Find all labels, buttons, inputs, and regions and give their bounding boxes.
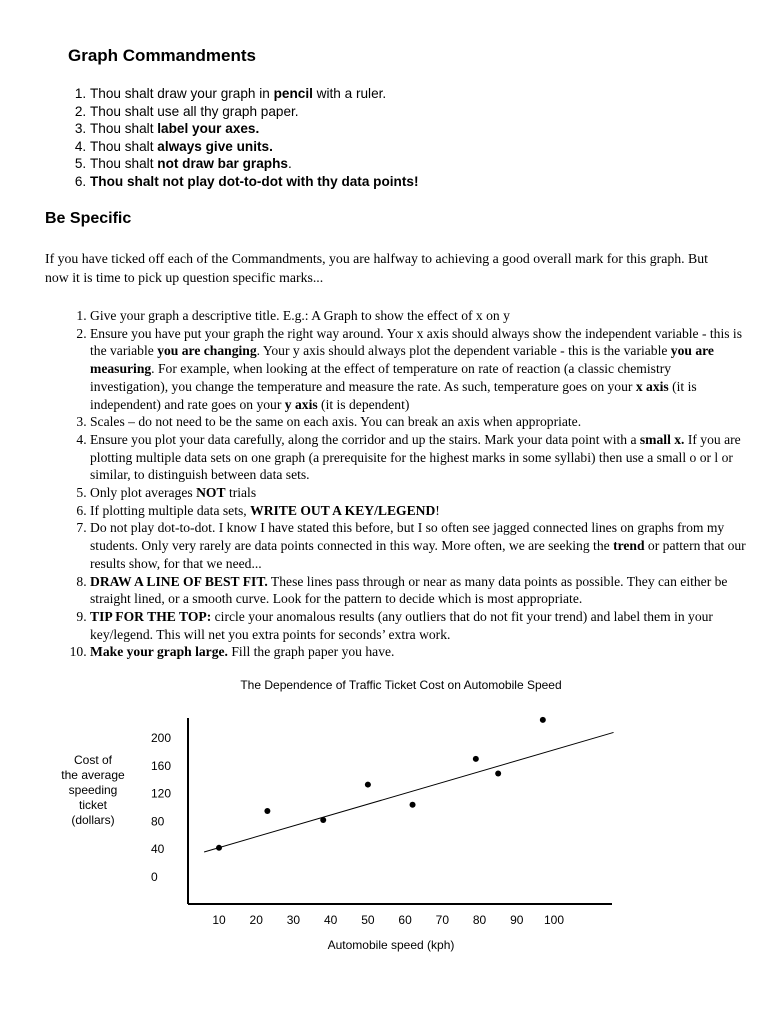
specific-step-item bbox=[90, 325, 752, 414]
x-axis-label: Automobile speed (kph) bbox=[327, 938, 455, 952]
specific-step-item bbox=[90, 307, 752, 325]
specific-step-item bbox=[90, 519, 752, 572]
step-text: Only plot averages bbox=[90, 485, 197, 501]
y-tick-label: 40 bbox=[151, 842, 165, 857]
specific-step-item bbox=[90, 413, 752, 431]
y-tick-label: 160 bbox=[151, 758, 172, 773]
x-tick-label: 60 bbox=[398, 913, 412, 927]
commandments-title: Graph Commandments bbox=[68, 46, 256, 65]
commandment-item bbox=[90, 103, 740, 121]
data-point bbox=[410, 802, 416, 808]
commandment-bold-text: always give units. bbox=[157, 138, 273, 154]
commandment-item bbox=[90, 173, 740, 191]
commandment-item bbox=[90, 138, 740, 156]
step-bold-text: DRAW A LINE OF BEST FIT. bbox=[90, 573, 268, 589]
y-axis-label-line: Cost of bbox=[73, 753, 113, 767]
step-bold-text: WRITE OUT A KEY/LEGEND bbox=[250, 502, 436, 518]
x-tick-label: 70 bbox=[435, 913, 450, 927]
y-axis-label-line: speeding bbox=[68, 783, 118, 797]
commandment-text: Thou shalt use all thy graph paper. bbox=[90, 103, 299, 119]
step-bold-text: you are measuring bbox=[90, 343, 714, 377]
step-text: trials bbox=[225, 485, 257, 501]
commandment-bold-text: label your axes. bbox=[157, 121, 260, 137]
y-axis-label-line: (dollars) bbox=[71, 813, 115, 827]
step-bold-text: Make your graph large. bbox=[90, 644, 228, 660]
step-bold-text: you are changing bbox=[157, 343, 257, 359]
commandment-bold-text: Thou shalt not play dot-to-dot with thy data points! bbox=[90, 173, 419, 189]
step-text: If you are plotting multiple data sets on one graph (a prerequisite for the highest marks in some syllabi) then use a small o or l or similar, to distinguish between data sets. bbox=[90, 431, 741, 483]
x-tick-label: 30 bbox=[286, 913, 301, 927]
data-point bbox=[320, 817, 326, 823]
x-tick-label: 100 bbox=[543, 913, 565, 927]
step-text: These lines pass through or near as many data points as possible. They can either be straight lined, or a smooth curve. Look for the pattern to decide which is most appropriate. bbox=[90, 573, 728, 607]
chart-title: The Dependence of Traffic Ticket Cost on Automobile Speed bbox=[240, 678, 562, 692]
data-point bbox=[495, 770, 501, 776]
step-text: If plotting multiple data sets, bbox=[90, 502, 251, 518]
step-text: . Your y axis should always plot the dependent variable - this is the variable bbox=[256, 343, 671, 359]
data-point bbox=[365, 782, 371, 788]
commandment-text: with a ruler. bbox=[312, 86, 387, 101]
commandment-text: Thou shalt draw your graph in bbox=[90, 86, 274, 101]
y-tick-label: 120 bbox=[151, 786, 172, 801]
step-bold-text: small x. bbox=[639, 431, 685, 447]
x-tick-label: 90 bbox=[510, 913, 524, 927]
step-text: Fill the graph paper you have. bbox=[227, 644, 395, 660]
x-tick-label: 10 bbox=[212, 913, 226, 927]
specific-step-item bbox=[90, 431, 752, 484]
commandment-text: Thou shalt bbox=[90, 156, 158, 172]
step-text: Ensure you have put your graph the right way around. Your x axis should always show the independent variable - this is the variable bbox=[90, 325, 743, 359]
step-text: ! bbox=[435, 502, 440, 518]
step-bold-text: trend bbox=[613, 538, 645, 554]
step-bold-text: NOT bbox=[196, 485, 226, 501]
step-bold-text: y axis bbox=[284, 396, 318, 412]
y-tick-label: 200 bbox=[151, 731, 172, 745]
specific-step-item bbox=[90, 502, 752, 520]
y-tick-label: 0 bbox=[151, 870, 158, 884]
y-tick-label: 80 bbox=[151, 814, 165, 829]
be-specific-heading: Be Specific bbox=[45, 210, 132, 227]
data-point bbox=[264, 808, 270, 814]
data-point bbox=[473, 756, 479, 762]
specific-step-item bbox=[90, 573, 752, 608]
commandment-bold-text: not draw bar graphs bbox=[157, 156, 288, 172]
y-axis-label-line: ticket bbox=[78, 798, 108, 812]
x-tick-label: 50 bbox=[361, 913, 375, 927]
step-bold-text: x axis bbox=[635, 378, 669, 394]
commandment-text: . bbox=[287, 156, 292, 172]
intro-paragraph: If you have ticked off each of the Commandments, you are halfway to achieving a good overall mark for this graph. But now it is time to pick up question specific marks... bbox=[45, 251, 708, 285]
step-text: circle your anomalous results (any outliers that do not fit your trend) and label them in your key/legend. This will net you extra points for seconds’ extra work. bbox=[90, 608, 713, 642]
x-tick-label: 20 bbox=[249, 913, 263, 927]
step-text: (it is dependent) bbox=[317, 396, 410, 412]
step-text: (it is independent) and rate goes on your bbox=[90, 378, 697, 412]
x-tick-label: 80 bbox=[472, 913, 487, 927]
commandment-item bbox=[90, 85, 740, 103]
commandment-text: Thou shalt bbox=[90, 121, 158, 137]
commandment-text: Thou shalt bbox=[90, 138, 158, 154]
y-axis-label-line: the average bbox=[61, 768, 125, 782]
step-text: Give your graph a descriptive title. E.g.: A Graph to show the effect of x on y bbox=[90, 308, 510, 323]
step-text: . For example, when looking at the effect of temperature on rate of reaction (a classic chemistry investigation), you change the temperature and measure the rate. As such, temperature goes on your bbox=[90, 361, 672, 394]
step-text: Ensure you plot your data carefully, along the corridor and up the stairs. Mark your data point with a bbox=[90, 431, 640, 447]
speed-ticket-chart bbox=[0, 668, 768, 968]
data-point bbox=[216, 845, 222, 851]
step-text: Scales – do not need to be the same on each axis. You can break an axis when appropriate. bbox=[90, 414, 582, 430]
commandment-item bbox=[90, 120, 740, 138]
step-text: Do not play dot-to-dot. I know I have stated this before, but I so often see jagged connected lines on graphs from my students. Only very rarely are data points connected in this way. More often, we are seeking the bbox=[90, 520, 725, 554]
specific-steps-list bbox=[68, 307, 752, 661]
step-text: or pattern that our results show, for that we need... bbox=[90, 538, 746, 571]
commandments-list bbox=[68, 85, 740, 191]
specific-step-item bbox=[90, 484, 752, 502]
step-bold-text: TIP FOR THE TOP: bbox=[90, 608, 212, 624]
data-point bbox=[540, 717, 546, 723]
best-fit-line bbox=[204, 732, 613, 852]
specific-step-item bbox=[90, 608, 752, 643]
specific-step-item bbox=[90, 643, 752, 661]
x-tick-label: 40 bbox=[323, 913, 338, 927]
commandment-item bbox=[90, 155, 740, 173]
commandment-bold-text: pencil bbox=[273, 86, 313, 101]
